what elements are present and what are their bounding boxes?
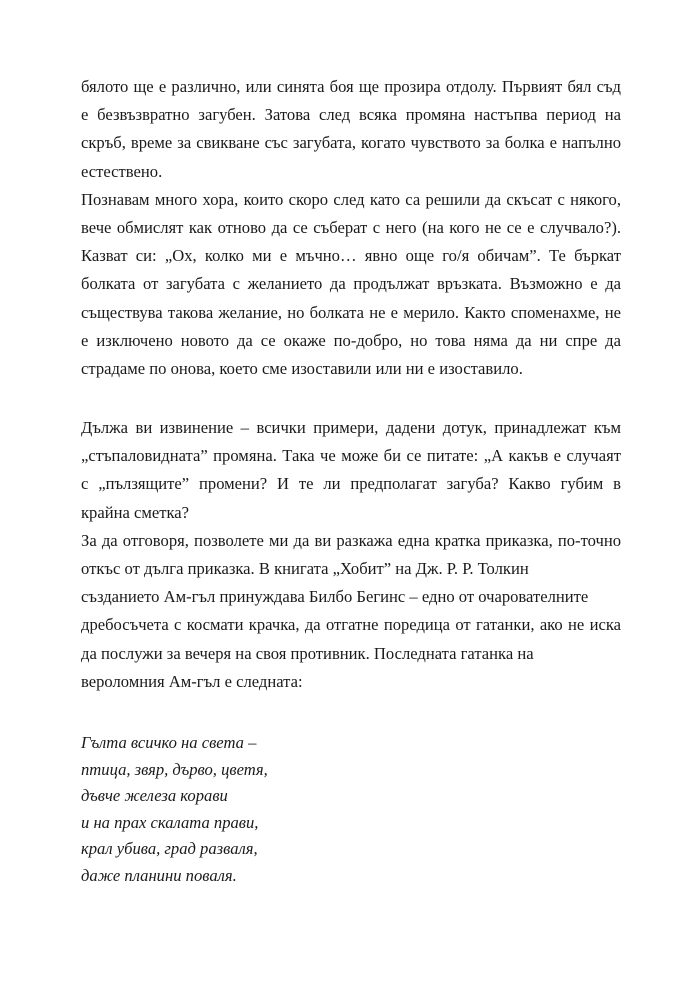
text-line: дребосъчета с космати крачка, да отгатне поредица от гатанки, ако не иска [81, 615, 621, 635]
text-line: скръб, време за свикване със загубата, когато чувството за болка е напълно [81, 133, 621, 153]
text-block-middle [81, 414, 621, 696]
text-line: вероломния Ам-гъл е следната: [81, 671, 303, 691]
paragraph [81, 527, 621, 696]
poem-line: Гълта всичко на света – [81, 733, 257, 752]
poem-line: дъвче железа корави [81, 786, 228, 806]
text-block-top [81, 73, 621, 383]
text-line: бялото ще е различно, или синята боя ще прозира отдолу. Първият бял съд [81, 77, 621, 96]
text-line: съществува такова желание, но болката не е мерило. Както споменахме, не [81, 302, 621, 322]
poem-line: птица, звяр, дърво, цветя, [81, 759, 268, 779]
text-line: е изключено новото да се окаже по-добро, но това няма да ни спре да [81, 330, 621, 350]
text-line: Казват си: „Ох, колко ми е мъчно… явно още го/я обичам”. Те бъркат [81, 246, 621, 266]
text-line: да послужи за вечеря на своя противник. Последната гатанка на [81, 643, 534, 663]
text-line: е безвъзвратно загубен. Затова след всяка промяна настъпва период на [81, 105, 621, 125]
text-line: естествено. [81, 161, 163, 181]
text-line: „стъпаловидната” промяна. Така че може би се питате: „А какъв е случаят [81, 446, 621, 466]
text-line: страдаме по онова, което сме изоставили или ни е изоставило. [81, 358, 523, 378]
text-line: болката от загубата с желанието да продължат връзката. Възможно е да [81, 274, 621, 294]
text-line: За да отговоря, позволете ми да ви разкажа една кратка приказка, по-точно [81, 530, 621, 550]
poem-line: крал убива, град разваля, [81, 839, 258, 859]
text-line: вече обмислят как отново да се съберат с него (на кого не се е случвало?). [81, 217, 621, 237]
text-line: Познавам много хора, които скоро след като са решили да скъсат с някого, [81, 189, 621, 209]
text-line: създанието Ам-гъл принуждава Билбо Бегинс – едно от очарователните [81, 587, 589, 607]
text-line: откъс от дълга приказка. В книгата „Хобит” на Дж. Р. Р. Толкин [81, 558, 529, 578]
poem-line: и на прах скалата прави, [81, 812, 259, 832]
paragraph [81, 186, 621, 383]
text-line: Дължа ви извинение – всички примери, дадени дотук, принадлежат към [81, 418, 621, 437]
text-line: с „пълзящите” промени? И те ли предполагат загуба? Какво губим в [81, 474, 621, 494]
poem-line: даже планини поваля. [81, 865, 237, 885]
poem-block [81, 730, 621, 890]
paragraph [81, 414, 621, 527]
paragraph [81, 73, 621, 186]
text-line: крайна сметка? [81, 502, 190, 522]
